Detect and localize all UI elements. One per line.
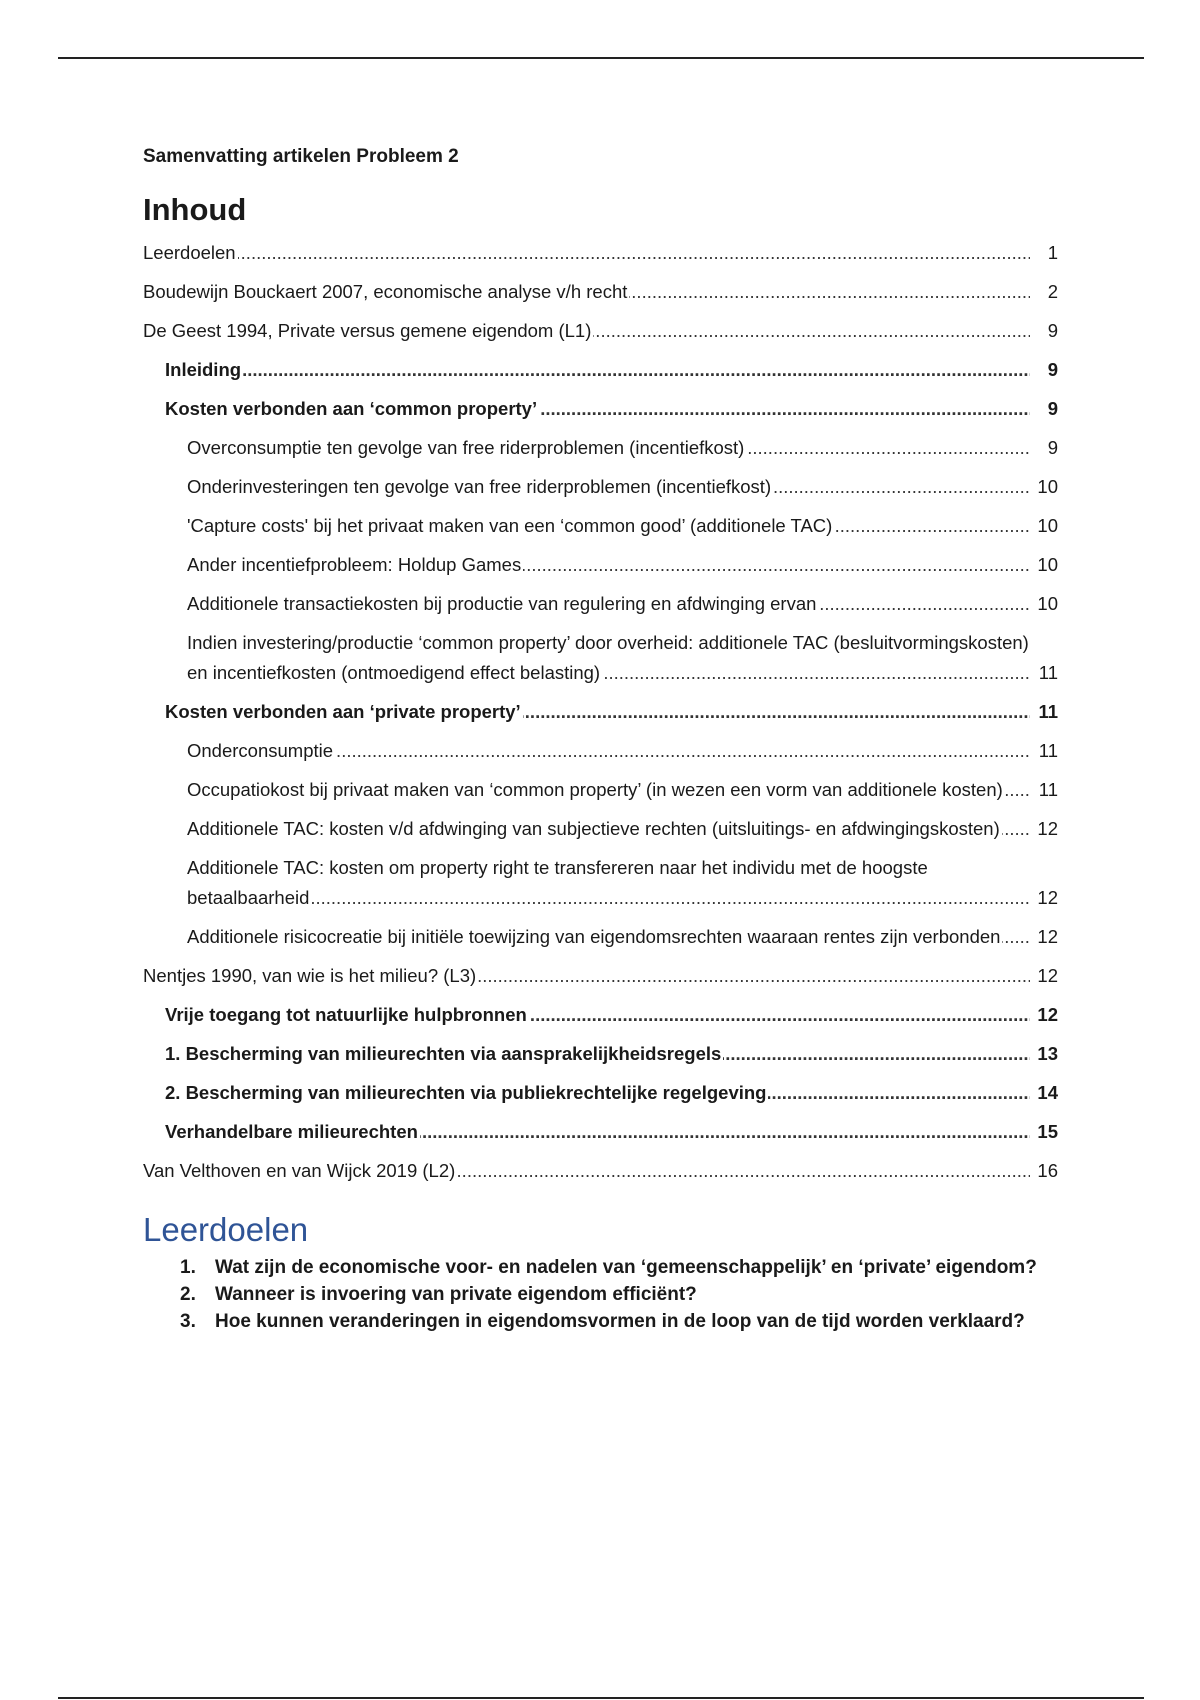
page-content <box>143 140 1058 1335</box>
list-item-text: Hoe kunnen veranderingen in eigendomsvormen in de loop van de tijd worden verklaard? <box>215 1311 1025 1332</box>
toc-entry-text: Kosten verbonden aan ‘private property’ <box>165 701 521 722</box>
toc-entry[interactable] <box>165 1117 1058 1147</box>
toc-entry-page: 12 <box>1030 883 1058 913</box>
toc-entry-text: Van Velthoven en van Wijck 2019 (L2) <box>143 1160 456 1181</box>
toc-entry[interactable] <box>187 589 1058 619</box>
toc-entry-page: 9 <box>1030 316 1058 346</box>
toc-entry[interactable] <box>187 736 1058 766</box>
toc-entry[interactable] <box>165 355 1058 385</box>
toc-entry-text: Additionele transactiekosten bij productie van regulering en afdwinging ervan <box>187 593 817 614</box>
toc-entry-text: 1. Bescherming van milieurechten via aansprakelijkheidsregels <box>165 1043 722 1064</box>
toc-entry-text: Inleiding <box>165 359 242 380</box>
list-item-number: 1. <box>180 1257 196 1278</box>
toc-entry-text: Boudewijn Bouckaert 2007, economische analyse v/h recht <box>143 281 628 302</box>
toc-entry[interactable] <box>187 922 1058 952</box>
toc-entry-text: Additionele TAC: kosten v/d afdwinging van subjectieve rechten (uitsluitings- en afdwingingskosten) <box>187 818 1000 839</box>
toc-entry-text: 2. Bescherming van milieurechten via publiekrechtelijke regelgeving <box>165 1082 767 1103</box>
toc-entry-text: Nentjes 1990, van wie is het milieu? (L3) <box>143 965 477 986</box>
header-rule <box>58 57 1144 59</box>
toc-entry-page: 1 <box>1030 238 1058 268</box>
toc-heading: Inhoud <box>143 192 247 227</box>
toc-entry[interactable] <box>187 433 1058 463</box>
toc-entry-text: Onderconsumptie <box>187 740 334 761</box>
toc-entry[interactable] <box>143 277 1058 307</box>
toc-entry-page: 12 <box>1030 961 1058 991</box>
toc-entry[interactable] <box>187 472 1058 502</box>
toc-entry-page: 14 <box>1030 1078 1058 1108</box>
toc-entry[interactable] <box>143 1156 1058 1186</box>
toc-entry[interactable] <box>165 1000 1058 1030</box>
toc-entry-text: Indien investering/productie ‘common property’ door overheid: additionele TAC (besluitvormingskosten) en incentiefkosten (ontmoedigend effect belasting) <box>187 632 1029 683</box>
toc-entry-page: 10 <box>1030 550 1058 580</box>
toc-entry[interactable] <box>187 550 1058 580</box>
toc-entry-text: Additionele TAC: kosten om property right te transfereren naar het individu met de hoogste betaalbaarheid <box>187 857 928 908</box>
toc-entry-text: Overconsumptie ten gevolge van free riderproblemen (incentiefkost) <box>187 437 745 458</box>
toc-entry-text: 'Capture costs' bij het privaat maken van een ‘common good’ (additionele TAC) <box>187 515 833 536</box>
toc-entry-page: 12 <box>1030 1000 1058 1030</box>
toc-entry-text: De Geest 1994, Private versus gemene eigendom (L1) <box>143 320 592 341</box>
toc-entry-page: 10 <box>1030 511 1058 541</box>
toc-entry[interactable] <box>165 697 1058 727</box>
toc-entry[interactable] <box>187 814 1058 844</box>
toc-entry-page: 2 <box>1030 277 1058 307</box>
toc-entry-page: 15 <box>1030 1117 1058 1147</box>
toc-entry-page: 10 <box>1030 589 1058 619</box>
toc-entry[interactable] <box>187 775 1058 805</box>
toc-entry-page: 9 <box>1030 355 1058 385</box>
footer-rule <box>58 1697 1144 1699</box>
toc-entry-page: 12 <box>1030 814 1058 844</box>
section-heading-leerdoelen: Leerdoelen <box>143 1211 309 1248</box>
toc-entry[interactable] <box>187 853 1058 913</box>
list-item <box>180 1308 1058 1335</box>
learning-goals-list <box>143 1254 1058 1335</box>
toc-entry-text: Vrije toegang tot natuurlijke hulpbronnen <box>165 1004 527 1025</box>
toc-entry-text: Occupatiokost bij privaat maken van ‘common property’ (in wezen een vorm van additionele kosten) <box>187 779 1003 800</box>
toc-entry[interactable] <box>143 961 1058 991</box>
toc-entry-page: 9 <box>1030 433 1058 463</box>
toc-entry-page: 9 <box>1030 394 1058 424</box>
toc-entry[interactable] <box>187 511 1058 541</box>
toc-entry-page: 11 <box>1030 658 1058 688</box>
toc-entry[interactable] <box>143 316 1058 346</box>
toc-entry-page: 11 <box>1030 736 1058 766</box>
toc-entry[interactable] <box>187 628 1058 688</box>
list-item <box>180 1281 1058 1308</box>
toc-entry-page: 12 <box>1030 922 1058 952</box>
toc-entry-text: Additionele risicocreatie bij initiële toewijzing van eigendomsrechten waaraan rentes zijn verbonden <box>187 926 1001 947</box>
toc-entry-page: 10 <box>1030 472 1058 502</box>
list-item-text: Wat zijn de economische voor- en nadelen van ‘gemeenschappelijk’ en ‘private’ eigendom? <box>215 1257 1037 1278</box>
toc-entry[interactable] <box>165 1078 1058 1108</box>
toc-entry[interactable] <box>165 394 1058 424</box>
list-item-number: 3. <box>180 1311 196 1332</box>
toc-entry-page: 16 <box>1030 1156 1058 1186</box>
toc-entry-text: Onderinvesteringen ten gevolge van free riderproblemen (incentiefkost) <box>187 476 772 497</box>
toc-entry-page: 11 <box>1030 775 1058 805</box>
toc-entry[interactable] <box>165 1039 1058 1069</box>
toc-entry-page: 13 <box>1030 1039 1058 1069</box>
document-title: Samenvatting artikelen Probleem 2 <box>143 146 459 167</box>
table-of-contents <box>143 238 1058 1186</box>
list-item <box>180 1254 1058 1281</box>
toc-entry-text: Leerdoelen <box>143 242 236 263</box>
toc-entry[interactable] <box>143 238 1058 268</box>
list-item-text: Wanneer is invoering van private eigendom efficiënt? <box>215 1284 697 1305</box>
toc-entry-text: Kosten verbonden aan ‘common property’ <box>165 398 538 419</box>
toc-entry-text: Ander incentiefprobleem: Holdup Games <box>187 554 522 575</box>
toc-entry-page: 11 <box>1030 697 1058 727</box>
toc-entry-text: Verhandelbare milieurechten <box>165 1121 418 1142</box>
list-item-number: 2. <box>180 1284 196 1305</box>
